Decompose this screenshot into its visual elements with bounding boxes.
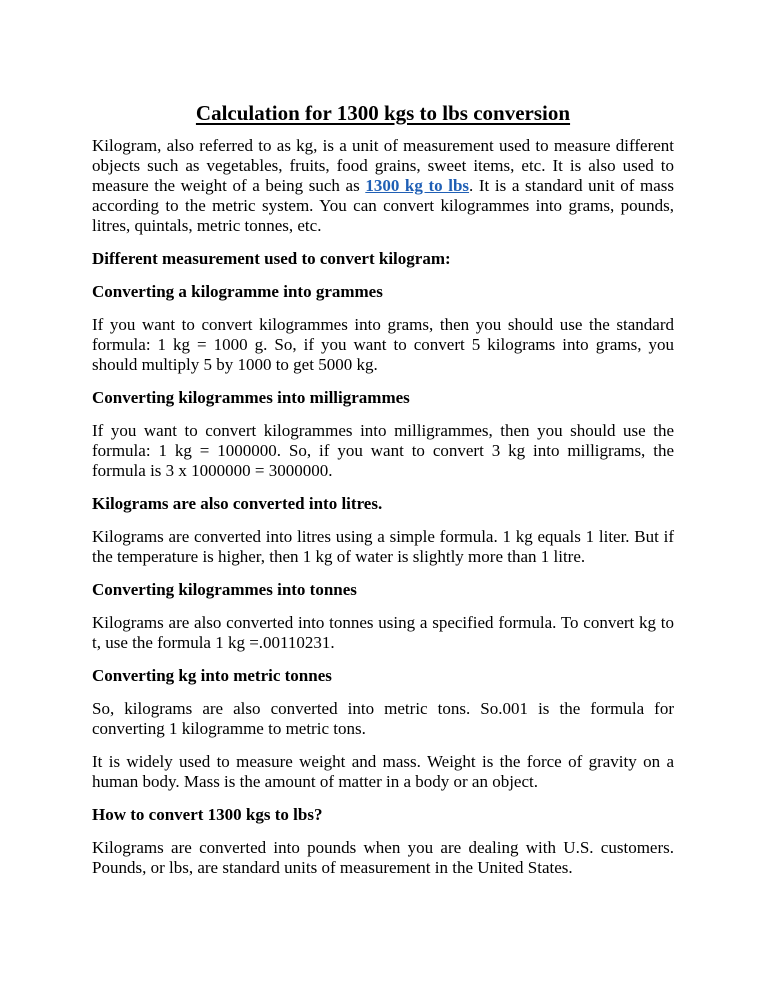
section-heading-milligrammes: Converting kilogrammes into milligrammes xyxy=(92,388,410,407)
section-body-convert-lbs: Kilograms are converted into pounds when you are dealing with U.S. customers. Pounds, or lbs, are standard units of measurement in the United States. xyxy=(92,838,674,877)
section-body-metric-tonnes: So, kilograms are also converted into metric tons. So.001 is the formula for converting 1 kilogramme to metric tons. xyxy=(92,699,674,738)
section-heading-grammes: Converting a kilogramme into grammes xyxy=(92,282,383,301)
weight-mass-note: It is widely used to measure weight and mass. Weight is the force of gravity on a human body. Mass is the amount of matter in a body or an object. xyxy=(92,752,674,791)
intro-paragraph xyxy=(92,136,674,236)
section-heading-litres: Kilograms are also converted into litres. xyxy=(92,494,383,513)
section-heading-convert-lbs: How to convert 1300 kgs to lbs? xyxy=(92,805,323,824)
section-body-milligrammes: If you want to convert kilogrammes into milligrammes, then you should use the formula: 1 kg = 1000000. So, if you want to convert 3 kg into milligrams, the formula is 3 x 1000000 = 3000000. xyxy=(92,421,674,480)
section-body-tonnes: Kilograms are also converted into tonnes using a specified formula. To convert kg to t, use the formula 1 kg =.00110231. xyxy=(92,613,674,652)
page-title: Calculation for 1300 kgs to lbs conversion xyxy=(195,101,571,125)
section-heading-measurements: Different measurement used to convert kilogram: xyxy=(92,249,451,268)
section-body-litres: Kilograms are converted into litres using a simple formula. 1 kg equals 1 liter. But if the temperature is higher, then 1 kg of water is slightly more than 1 litre. xyxy=(92,527,674,566)
intro-text-before: Kilogram, also referred to as kg, is a unit of measurement used to measure different objects such as vegetables, fruits, food grains, sweet items, etc. It is also used to measure the weight of a being such as xyxy=(92,136,674,195)
section-body-grammes: If you want to convert kilogrammes into grams, then you should use the standard formula: 1 kg = 1000 g. So, if you want to convert 5 kilograms into grams, you should multiply 5 by 1000 to get 5000 kg. xyxy=(92,315,674,374)
intro-text-after: . It is a standard unit of mass according to the metric system. You can convert kilogrammes into grams, pounds, litres, quintals, metric tonnes, etc. xyxy=(92,176,674,235)
kg-to-lbs-link[interactable]: 1300 kg to lbs xyxy=(365,176,470,195)
section-heading-tonnes: Converting kilogrammes into tonnes xyxy=(92,580,357,599)
section-heading-metric-tonnes: Converting kg into metric tonnes xyxy=(92,666,332,685)
